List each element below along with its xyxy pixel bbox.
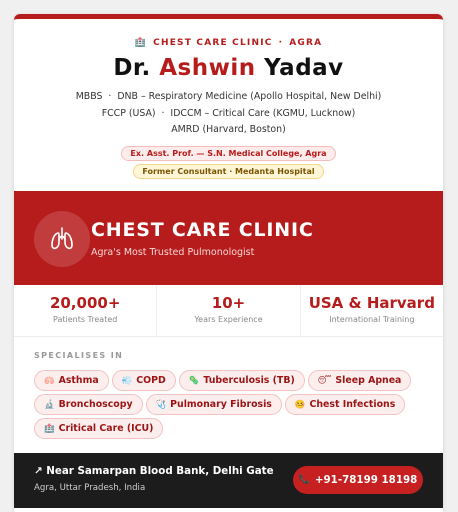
specialty-icon: 🏥 — [44, 423, 55, 434]
specialty-icon: 🦠 — [188, 375, 200, 386]
specialty-icon: 🤒 — [294, 399, 306, 410]
banner-subtitle: Agra's Most Trusted Pulmonologist — [91, 247, 255, 258]
stat-patients — [14, 285, 157, 336]
specialty-icon: 🔬 — [44, 399, 55, 410]
specialty-chip-chest-infections[interactable] — [285, 394, 405, 415]
phone-icon: 📞 — [298, 475, 310, 485]
specialty-chip-tb[interactable] — [179, 370, 305, 391]
specialties-title: SPECIALISES IN — [34, 351, 124, 360]
specialty-chip-critical-care[interactable] — [34, 418, 163, 439]
qualifications — [14, 89, 443, 139]
specialty-icon: 🫁 — [44, 375, 55, 386]
doctor-name — [14, 55, 443, 81]
address-text: Near Samarpan Blood Bank, Delhi Gate — [46, 465, 274, 477]
address-city: Agra, Uttar Pradesh, India — [34, 483, 146, 493]
location-arrow-icon: ↗ — [34, 465, 43, 477]
specialty-label: Bronchoscopy — [58, 399, 133, 410]
name-prefix: Dr. — [113, 55, 151, 81]
stat-label: Patients Treated — [52, 315, 118, 324]
specialty-label: Tuberculosis (TB) — [203, 375, 295, 386]
specialty-icon: 💨 — [121, 375, 133, 386]
clinic-label: CHEST CARE CLINIC — [153, 38, 273, 48]
stat-label: Years Experience — [194, 315, 263, 324]
call-button[interactable] — [293, 466, 423, 494]
contact-footer — [14, 453, 443, 508]
stat-value: USA & Harvard — [308, 294, 435, 312]
clinic-icon: 🏥 — [134, 38, 148, 48]
profile-card — [14, 14, 443, 512]
stat-label: International Training — [329, 315, 415, 324]
specialty-label: Sleep Apnea — [335, 375, 402, 386]
clinic-banner — [14, 191, 443, 285]
stat-value: 20,000+ — [49, 294, 121, 312]
specialty-label: Pulmonary Fibrosis — [170, 399, 272, 410]
name-suffix: Yadav — [264, 55, 344, 81]
credential-badge-consultant: Former Consultant · Medanta Hospital — [133, 164, 323, 179]
stats-row — [14, 285, 443, 337]
specialty-label: Asthma — [58, 375, 99, 386]
specialty-icon: 🩺 — [155, 399, 167, 410]
credential-badges — [14, 146, 443, 179]
credential-badge-professor: Ex. Asst. Prof. — S.N. Medical College, Agra — [121, 146, 335, 161]
profile-header — [14, 19, 443, 179]
specialty-label: Critical Care (ICU) — [58, 423, 154, 434]
clinic-tag — [14, 38, 443, 48]
specialties-list — [34, 370, 434, 439]
clinic-city: AGRA — [289, 38, 323, 48]
specialty-chip-bronchoscopy[interactable] — [34, 394, 143, 415]
banner-title: CHEST CARE CLINIC — [91, 219, 314, 241]
specialty-icon: 😴 — [317, 375, 332, 386]
specialty-chip-asthma[interactable] — [34, 370, 109, 391]
specialty-chip-sleep-apnea[interactable] — [308, 370, 412, 391]
stat-training — [301, 285, 443, 336]
lungs-icon — [34, 211, 90, 267]
stat-value: 10+ — [211, 294, 246, 312]
specialty-chip-pulmonary-fibrosis[interactable] — [146, 394, 282, 415]
qualification-line: MBBS · DNB – Respiratory Medicine (Apollo Hospital, New Delhi) — [75, 91, 382, 102]
specialty-label: COPD — [136, 375, 166, 386]
qualification-line: AMRD (Harvard, Boston) — [171, 124, 286, 135]
specialty-chip-copd[interactable] — [112, 370, 176, 391]
address-line — [34, 465, 274, 477]
phone-number: +91-78199 18198 — [314, 474, 418, 486]
name-accent: Ashwin — [159, 55, 256, 81]
qualification-line: FCCP (USA) · IDCCM – Critical Care (KGMU, Lucknow) — [101, 107, 356, 119]
separator-dot: · — [278, 38, 284, 48]
stat-experience — [157, 285, 300, 336]
specialty-label: Chest Infections — [309, 399, 396, 410]
